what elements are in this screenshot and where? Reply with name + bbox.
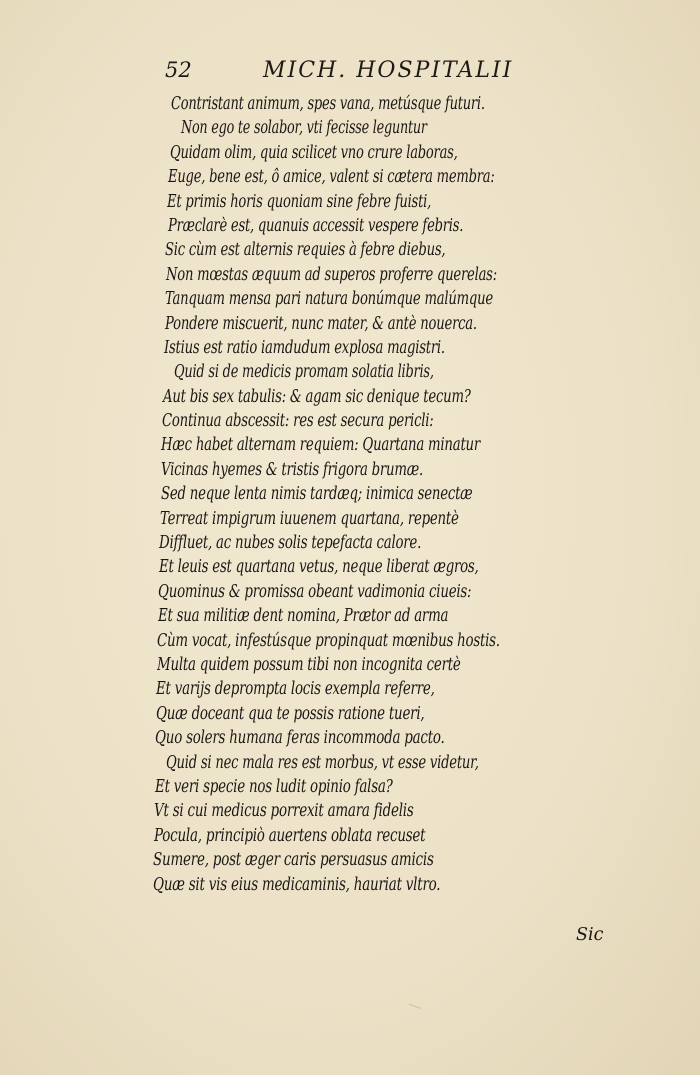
verse-line: Non mœstas æquum ad superos proferre querelas: (166, 264, 497, 285)
verse-block (0, 92, 700, 897)
verse-line: Euge, bene est, ô amice, valent si cætera membra: (168, 167, 495, 188)
verse-line: Contristant animum, spes vana, metúsque futuri. (171, 94, 485, 114)
verse-line: Continua abscessit: res est secura pericli: (162, 411, 434, 432)
running-head: MICH. HOSPITALII (263, 58, 514, 83)
verse-line: Quominus & promissa obeant vadimonia ciueis: (158, 581, 472, 602)
verse-line: Pocula, principiò auertens oblata recuset (154, 825, 426, 846)
paper-mark (409, 998, 423, 1009)
verse-line: Sed neque lenta nimis tardæq; inimica senectæ (161, 484, 473, 505)
page-number: 52 (165, 58, 192, 82)
verse-line: Quid si nec mala res est morbus, vt esse videtur, (166, 752, 479, 773)
catchword: Sic (576, 925, 604, 945)
verse-line: Istius est ratio iamdudum explosa magistri. (164, 337, 445, 358)
verse-line: Sumere, post æger caris persuasus amicis (153, 850, 434, 871)
verse-line: Multa quidem possum tibi non incognita certè (157, 654, 461, 675)
verse-line: Quæ doceant qua te possis ratione tueri, (156, 703, 425, 724)
verse-line: Et sua militiæ dent nomina, Prætor ad arma (158, 606, 449, 627)
verse-line: Et leuis est quartana vetus, neque liberat ægros, (159, 557, 479, 578)
verse-line: Cùm vocat, infestúsque propinquat mœnibus hostis. (157, 630, 500, 651)
verse-line: Sic cùm est alternis requies à febre diebus, (165, 240, 446, 261)
verse-line: Non ego te solabor, vti fecisse leguntur (181, 118, 427, 139)
verse-line: Quidam olim, quia scilicet vno crure laboras, (170, 142, 458, 163)
verse-line: Et veri specie nos ludit opinio falsa? (155, 776, 393, 797)
verse-line: Vt si cui medicus porrexit amara fidelis (154, 801, 414, 822)
page-header (165, 58, 545, 88)
verse-line: Tanquam mensa pari natura bonúmque malúmque (165, 289, 493, 310)
verse-line: Quid si de medicis promam solatia libris, (174, 362, 434, 383)
verse-line: Et primis horis quoniam sine febre fuisti, (167, 191, 432, 212)
verse-line: Quo solers humana feras incommoda pacto. (155, 728, 445, 749)
verse-line: Vicinas hyemes & tristis frigora brumæ. (161, 459, 423, 480)
verse-line: Hæc habet alternam requiem: Quartana minatur (161, 435, 481, 456)
verse-line: Aut bis sex tabulis: & agam sic denique tecum? (163, 386, 471, 407)
verse-line: Pondere miscuerit, nunc mater, & antè nouerca. (165, 313, 477, 334)
verse-line: Terreat impigrum iuuenem quartana, repentè (160, 508, 459, 529)
verse-line: Diffluet, ac nubes solis tepefacta calore. (159, 533, 422, 554)
verse-line: Præclarè est, quanuis accessit vespere febris. (168, 215, 464, 236)
verse-line: Quæ sit vis eius medicaminis, hauriat vltro. (153, 874, 441, 895)
verse-line: Et varijs deprompta locis exempla referre, (156, 679, 435, 700)
